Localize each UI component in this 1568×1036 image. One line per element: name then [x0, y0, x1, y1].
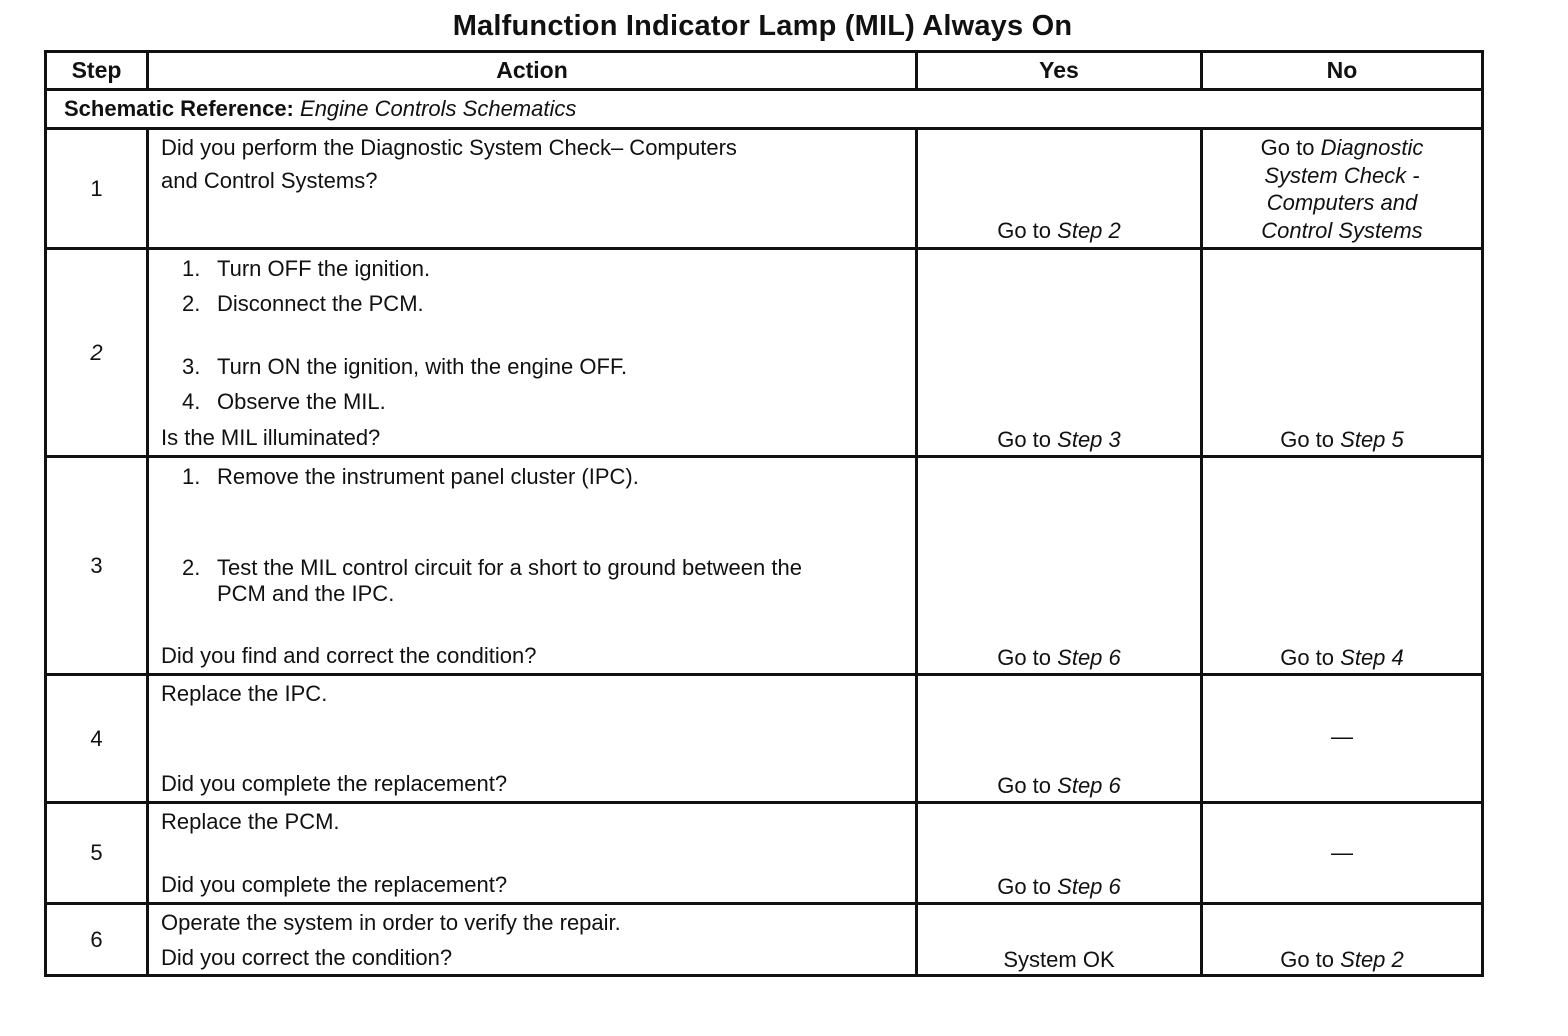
goto-prefix: Go to — [1280, 947, 1335, 972]
step-number: 4 — [46, 675, 148, 803]
item-text: Test the MIL control circuit for a short to ground between the — [217, 555, 802, 580]
schematic-link[interactable]: Engine Controls Schematics — [300, 96, 577, 121]
item-text: Turn ON the ignition, with the engine OFF. — [217, 354, 628, 379]
table-row — [46, 803, 1483, 904]
item-number: 4. — [182, 389, 201, 414]
item-text-continued: PCM and the IPC. — [217, 581, 395, 606]
header-yes: Yes — [917, 52, 1202, 90]
item-text: Disconnect the PCM. — [217, 291, 424, 316]
goto-link[interactable]: System Check - — [1264, 163, 1420, 188]
no-goto-line[interactable] — [1203, 190, 1481, 216]
goto-prefix: Go to — [1280, 645, 1335, 670]
goto-prefix: Go to — [1280, 427, 1335, 452]
item-text: Observe the MIL. — [217, 389, 386, 414]
action-question: Did you complete the replacement? — [161, 771, 508, 796]
goto-step-link[interactable]: Step 4 — [1340, 645, 1404, 670]
goto-link[interactable]: Control Systems — [1261, 218, 1423, 243]
goto-prefix: Go to — [997, 773, 1052, 798]
no-cell — [1202, 249, 1483, 457]
header-step: Step — [46, 52, 148, 90]
step-number: 1 — [46, 129, 148, 249]
goto-prefix: Go to — [1260, 135, 1315, 160]
step-number: 5 — [46, 803, 148, 904]
yes-cell — [917, 457, 1202, 675]
no-cell — [1202, 129, 1483, 249]
step-number: 2 — [46, 249, 148, 457]
item-number: 3. — [182, 354, 201, 379]
yes-goto[interactable] — [918, 773, 1200, 799]
goto-link[interactable]: Diagnostic — [1320, 135, 1424, 160]
action-cell — [148, 129, 917, 249]
yes-goto[interactable] — [918, 427, 1200, 453]
goto-step-link[interactable]: Step 2 — [1057, 218, 1121, 243]
table-row — [46, 249, 1483, 457]
action-cell — [148, 249, 917, 457]
yes-cell — [917, 129, 1202, 249]
no-goto-line[interactable] — [1203, 218, 1481, 244]
action-line: Replace the PCM. — [161, 809, 340, 834]
page-title: Malfunction Indicator Lamp (MIL) Always On — [452, 10, 1073, 42]
yes-cell — [917, 675, 1202, 803]
goto-step-link[interactable]: Step 6 — [1057, 773, 1121, 798]
no-action-dash: — — [1331, 724, 1353, 749]
diagnostic-table — [44, 50, 1484, 977]
table-row — [46, 129, 1483, 249]
step-number: 6 — [46, 904, 148, 976]
no-action-dash: — — [1331, 840, 1353, 865]
yes-goto[interactable] — [918, 645, 1200, 671]
schematic-label: Schematic Reference: — [64, 96, 294, 121]
action-cell — [148, 904, 917, 976]
goto-link[interactable]: Computers and — [1266, 190, 1418, 215]
action-line: Did you perform the Diagnostic System Check– Computers — [161, 135, 737, 160]
item-number: 1. — [182, 256, 201, 281]
action-question: Did you find and correct the condition? — [161, 643, 537, 668]
action-question: Is the MIL illuminated? — [161, 425, 381, 450]
goto-step-link[interactable]: Step 6 — [1057, 645, 1121, 670]
table-row — [46, 457, 1483, 675]
action-line: and Control Systems? — [161, 168, 378, 193]
no-goto[interactable] — [1203, 427, 1481, 453]
item-number: 2. — [182, 555, 201, 580]
action-question: Did you correct the condition? — [161, 945, 453, 970]
yes-goto[interactable] — [918, 218, 1200, 244]
header-no: No — [1202, 52, 1483, 90]
no-cell — [1202, 803, 1483, 904]
goto-step-link[interactable]: Step 6 — [1057, 874, 1121, 899]
no-cell — [1202, 904, 1483, 976]
no-cell — [1202, 675, 1483, 803]
goto-step-link[interactable]: Step 5 — [1340, 427, 1404, 452]
action-line: Operate the system in order to verify the repair. — [161, 910, 621, 935]
table-row — [46, 675, 1483, 803]
action-cell — [148, 675, 917, 803]
yes-cell — [917, 249, 1202, 457]
goto-step-link[interactable]: Step 2 — [1340, 947, 1404, 972]
action-line: Replace the IPC. — [161, 681, 328, 706]
schematic-reference-row — [46, 90, 1483, 129]
yes-goto[interactable] — [918, 874, 1200, 900]
yes-cell — [917, 803, 1202, 904]
goto-step-link[interactable]: Step 3 — [1057, 427, 1121, 452]
goto-prefix: Go to — [997, 645, 1052, 670]
action-cell — [148, 803, 917, 904]
header-action: Action — [148, 52, 917, 90]
no-goto-line[interactable] — [1203, 163, 1481, 189]
item-number: 2. — [182, 291, 201, 316]
action-cell — [148, 457, 917, 675]
no-goto[interactable] — [1203, 645, 1481, 671]
item-text: Remove the instrument panel cluster (IPC). — [217, 464, 639, 489]
yes-cell — [917, 904, 1202, 976]
item-number: 1. — [182, 464, 201, 489]
step-number: 3 — [46, 457, 148, 675]
goto-prefix: Go to — [997, 218, 1052, 243]
schematic-reference — [46, 90, 1483, 129]
no-goto-line[interactable] — [1203, 135, 1481, 161]
goto-prefix: Go to — [997, 874, 1052, 899]
no-goto[interactable] — [1203, 947, 1481, 973]
no-cell — [1202, 457, 1483, 675]
goto-prefix: Go to — [997, 427, 1052, 452]
table-row — [46, 904, 1483, 976]
header-row — [46, 52, 1483, 90]
yes-result: System OK — [1003, 947, 1115, 972]
item-text: Turn OFF the ignition. — [217, 256, 431, 281]
action-question: Did you complete the replacement? — [161, 872, 508, 897]
